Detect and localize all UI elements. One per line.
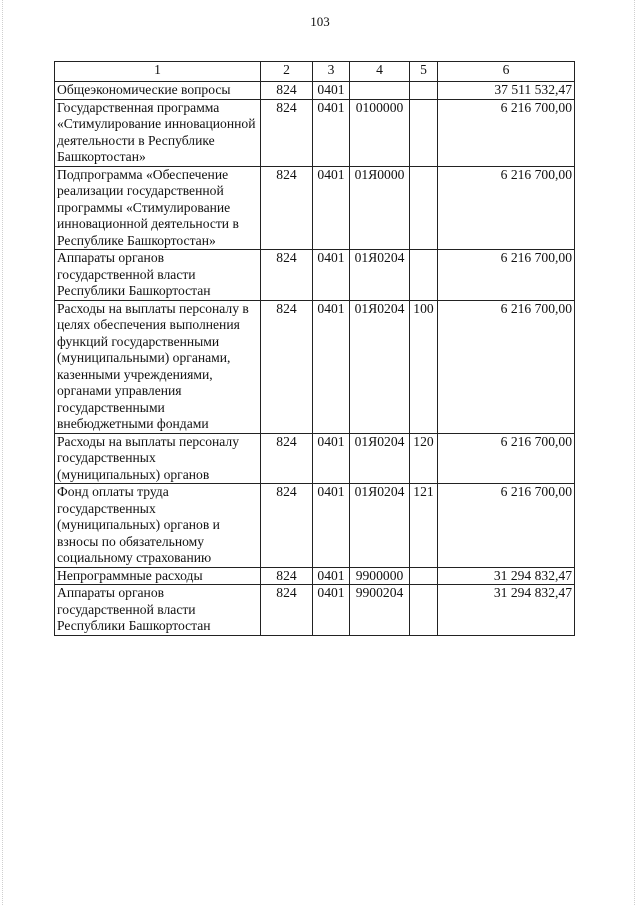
row-code-3: 0401 (313, 585, 350, 636)
scan-edge-right (634, 0, 637, 905)
row-code-5 (410, 250, 438, 301)
row-name: Общеэкономические вопросы (55, 82, 261, 100)
row-amount: 37 511 532,47 (438, 82, 575, 100)
row-code-2: 824 (261, 585, 313, 636)
row-amount: 6 216 700,00 (438, 484, 575, 568)
page-number: 103 (310, 14, 330, 29)
row-name: Государственная программа «Стимулирование инновационной деятельности в Республике Башкортостан» (55, 99, 261, 166)
row-code-4: 01Я0204 (350, 250, 410, 301)
row-code-3: 0401 (313, 166, 350, 250)
row-amount: 6 216 700,00 (438, 250, 575, 301)
row-name: Аппараты органов государственной власти Республики Башкортостан (55, 585, 261, 636)
row-code-3: 0401 (313, 82, 350, 100)
table-row (55, 250, 575, 301)
row-name: Расходы на выплаты персоналу в целях обеспечения выполнения функций государственными (муниципальными) органами, казенными учреждениями, органами управления государственными внебюджетными фондами (55, 300, 261, 433)
header-col-3: 3 (313, 62, 350, 82)
row-code-5 (410, 585, 438, 636)
row-name: Аппараты органов государственной власти Республики Башкортостан (55, 250, 261, 301)
header-col-5: 5 (410, 62, 438, 82)
row-code-3: 0401 (313, 433, 350, 484)
table-header-row (55, 62, 575, 82)
scan-edge-left (2, 0, 5, 905)
row-code-2: 824 (261, 433, 313, 484)
row-code-3: 0401 (313, 300, 350, 433)
row-amount: 31 294 832,47 (438, 585, 575, 636)
row-name: Непрограммные расходы (55, 567, 261, 585)
table-row (55, 99, 575, 166)
row-name: Подпрограмма «Обеспечение реализации государственной программы «Стимулирование инновационной деятельности в Республике Башкортостан» (55, 166, 261, 250)
row-code-4: 01Я0204 (350, 484, 410, 568)
header-col-2: 2 (261, 62, 313, 82)
row-amount: 31 294 832,47 (438, 567, 575, 585)
row-code-2: 824 (261, 82, 313, 100)
row-code-4 (350, 82, 410, 100)
row-amount: 6 216 700,00 (438, 300, 575, 433)
table-row (55, 433, 575, 484)
row-amount: 6 216 700,00 (438, 166, 575, 250)
budget-table (54, 61, 575, 636)
row-code-2: 824 (261, 166, 313, 250)
table-row (55, 567, 575, 585)
row-code-5 (410, 82, 438, 100)
row-code-2: 824 (261, 567, 313, 585)
row-code-2: 824 (261, 99, 313, 166)
row-code-4: 0100000 (350, 99, 410, 166)
row-code-4: 9900000 (350, 567, 410, 585)
table-row (55, 82, 575, 100)
row-code-3: 0401 (313, 250, 350, 301)
row-name: Расходы на выплаты персоналу государственных (муниципальных) органов (55, 433, 261, 484)
row-code-4: 01Я0204 (350, 300, 410, 433)
row-code-4: 01Я0204 (350, 433, 410, 484)
header-col-1: 1 (55, 62, 261, 82)
row-code-3: 0401 (313, 567, 350, 585)
row-code-5 (410, 99, 438, 166)
row-code-5 (410, 567, 438, 585)
table-row (55, 484, 575, 568)
table-row (55, 585, 575, 636)
row-name: Фонд оплаты труда государственных (муниципальных) органов и взносы по обязательному социальному страхованию (55, 484, 261, 568)
row-code-2: 824 (261, 300, 313, 433)
row-code-5: 121 (410, 484, 438, 568)
row-code-5 (410, 166, 438, 250)
header-col-4: 4 (350, 62, 410, 82)
row-code-4: 9900204 (350, 585, 410, 636)
row-code-2: 824 (261, 250, 313, 301)
table-row (55, 300, 575, 433)
row-code-4: 01Я0000 (350, 166, 410, 250)
table-row (55, 166, 575, 250)
header-col-6: 6 (438, 62, 575, 82)
row-code-5: 100 (410, 300, 438, 433)
row-code-3: 0401 (313, 484, 350, 568)
row-amount: 6 216 700,00 (438, 99, 575, 166)
row-code-2: 824 (261, 484, 313, 568)
row-code-3: 0401 (313, 99, 350, 166)
row-amount: 6 216 700,00 (438, 433, 575, 484)
row-code-5: 120 (410, 433, 438, 484)
